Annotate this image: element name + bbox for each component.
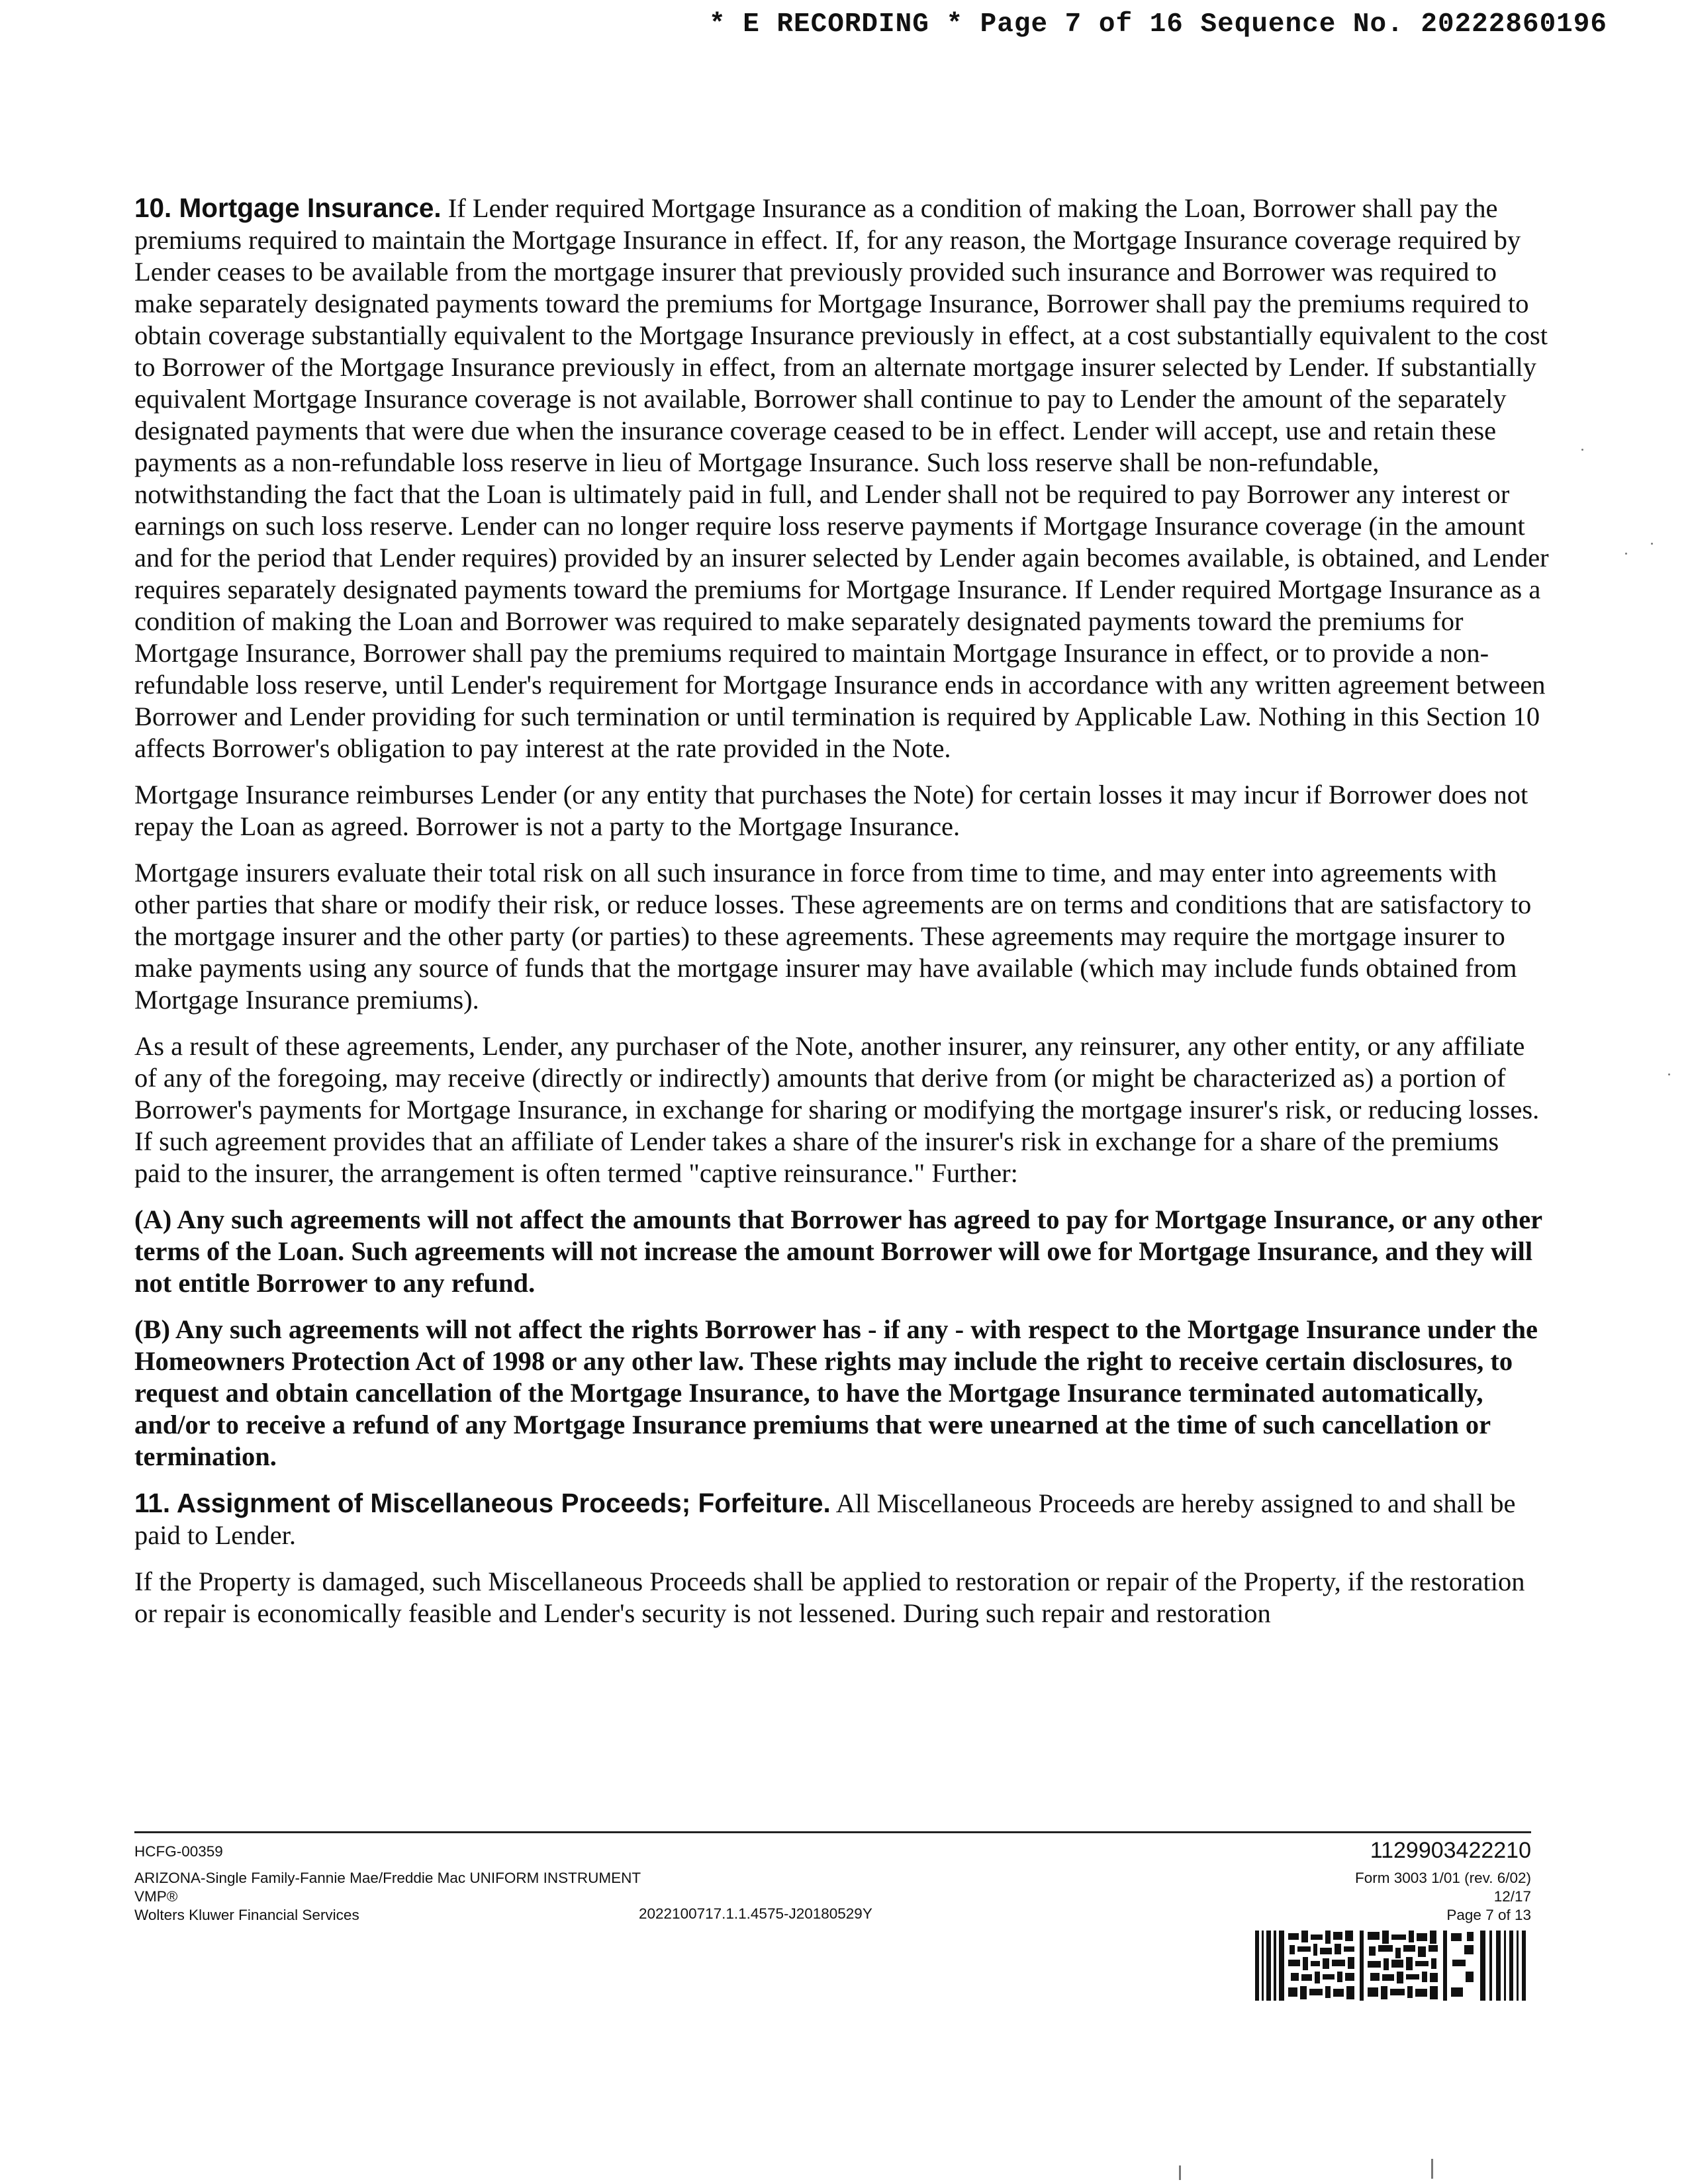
section-11-paragraph-2: If the Property is damaged, such Miscellaneous Proceeds shall be applied to restoration or repair of the Property, if the restoration or repair is economically feasible and Lender's security is not lessened. During such repair and restoration	[134, 1567, 1525, 1628]
barcode	[1255, 1931, 1526, 2001]
publisher: Wolters Kluwer Financial Services	[134, 1907, 359, 1923]
section-10-heading: 10. Mortgage Insurance.	[134, 193, 442, 223]
clause-b: (B) Any such agreements will not affect the rights Borrower has - if any - with respect to the Mortgage Insurance under the Homeowners Protection Act of 1998 or any other law. These rights may include the right to receive certain disclosures, to request and obtain cancellation of the Mortgage Insurance, to have the Mortgage Insurance terminated automatically, and/or to receive a refund of any Mortgage Insurance premiums that were unearned at the time of such cancellation or termination.	[134, 1314, 1538, 1471]
form-code: HCFG-00359	[134, 1843, 223, 1860]
scan-speck	[1651, 543, 1653, 545]
vmp-label: VMP®	[134, 1888, 178, 1905]
scan-speck	[1668, 1073, 1670, 1075]
document-id: 2022100717.1.1.4575-J20180529Y	[639, 1905, 872, 1922]
clause-a: (A) Any such agreements will not affect the amounts that Borrower has agreed to pay for Mortgage Insurance, or any other terms of the Loan. Such agreements will not increase the amount Borrower will owe for Mortgage Insurance, and they will not entitle Borrower to any refund.	[134, 1205, 1542, 1298]
section-10-paragraph-3: Mortgage insurers evaluate their total risk on all such insurance in force from time to time, and may enter into agreements with other parties that share or modify their risk, or reduce losses. These agreements are on terms and conditions that are satisfactory to the mortgage insurer and the other party (or parties) to these agreements. These agreements may require the mortgage insurer to make payments using any source of funds that the mortgage insurer may have available (which may include funds obtained from Mortgage Insurance premiums).	[134, 858, 1532, 1015]
scan-speck	[1625, 553, 1627, 555]
instrument-title: ARIZONA-Single Family-Fannie Mae/Freddie Mac UNIFORM INSTRUMENT	[134, 1870, 641, 1886]
scan-speck	[1581, 449, 1583, 451]
scan-speck	[1431, 2159, 1433, 2179]
section-10-paragraph-4: As a result of these agreements, Lender, any purchaser of the Note, another insurer, any reinsurer, any other entity, or any affiliate of any of the foregoing, may receive (directly or indirectly) amounts that derive from (or might be characterized as) a portion of Borrower's payments for Mortgage Insurance, in exchange for sharing or modifying the mortgage insurer's risk, or reducing losses. If such agreement provides that an affiliate of Lender takes a share of the insurer's risk in exchange for a share of the premiums paid to the insurer, the arrangement is often termed "captive reinsurance." Further:	[134, 1031, 1540, 1188]
form-number: Form 3003 1/01 (rev. 6/02)	[1355, 1870, 1531, 1886]
document-body	[134, 192, 1551, 1644]
section-10-paragraph-2: Mortgage Insurance reimburses Lender (or any entity that purchases the Note) for certain losses it may incur if Borrower does not repay the Loan as agreed. Borrower is not a party to the Mortgage Insurance.	[134, 780, 1528, 841]
scan-speck	[1179, 2165, 1181, 2180]
section-10-paragraph-1	[134, 192, 1551, 764]
section-10-text: If Lender required Mortgage Insurance as a condition of making the Loan, Borrower shall pay the premiums required to maintain the Mortgage Insurance in effect. If, for any reason, the Mortgage Insurance coverage required by Lender ceases to be available from the mortgage insurer that previously provided such insurance and Borrower was required to make separately designated payments toward the premiums for Mortgage Insurance, Borrower shall pay the premiums required to obtain coverage substantially equivalent to the Mortgage Insurance previously in effect, at a cost substantially equivalent to the cost to Borrower of the Mortgage Insurance previously in effect, from an alternate mortgage insurer selected by Lender. If substantially equivalent Mortgage Insurance coverage is not available, Borrower shall continue to pay to Lender the amount of the separately designated payments that were due when the insurance coverage ceased to be in effect. Lender will accept, use and retain these payments as a non-refundable loss reserve in lieu of Mortgage Insurance. Such loss reserve shall be non-refundable, notwithstanding the fact that the Loan is ultimately paid in full, and Lender shall not be required to pay Borrower any interest or earnings on such loss reserve. Lender can no longer require loss reserve payments if Mortgage Insurance coverage (in the amount and for the period that Lender requires) provided by an insurer selected by Lender again becomes available, is obtained, and Lender requires separately designated payments toward the premiums for Mortgage Insurance. If Lender required Mortgage Insurance as a condition of making the Loan and Borrower was required to make separately designated payments toward the premiums for Mortgage Insurance, Borrower shall pay the premiums required to maintain Mortgage Insurance in effect, or to provide a non-refundable loss reserve, until Lender's requirement for Mortgage Insurance ends in accordance with any written agreement between Borrower and Lender providing for such termination or until termination is required by Applicable Law. Nothing in this Section 10 affects Borrower's obligation to pay interest at the rate provided in the Note.	[134, 193, 1549, 763]
section-11-text: All Miscellaneous Proceeds are hereby assigned to and shall be paid to Lender.	[134, 1488, 1516, 1550]
loan-number: 1129903422210	[1370, 1838, 1531, 1863]
recording-stamp: * E RECORDING * Page 7 of 16 Sequence No. 20222860196	[708, 9, 1607, 40]
form-revision: 12/17	[1493, 1888, 1531, 1905]
section-11-paragraph-1	[134, 1487, 1551, 1551]
footer-divider	[134, 1831, 1531, 1833]
page-number: Page 7 of 13	[1446, 1907, 1531, 1923]
section-11-heading: 11. Assignment of Miscellaneous Proceeds; Forfeiture.	[134, 1488, 831, 1518]
